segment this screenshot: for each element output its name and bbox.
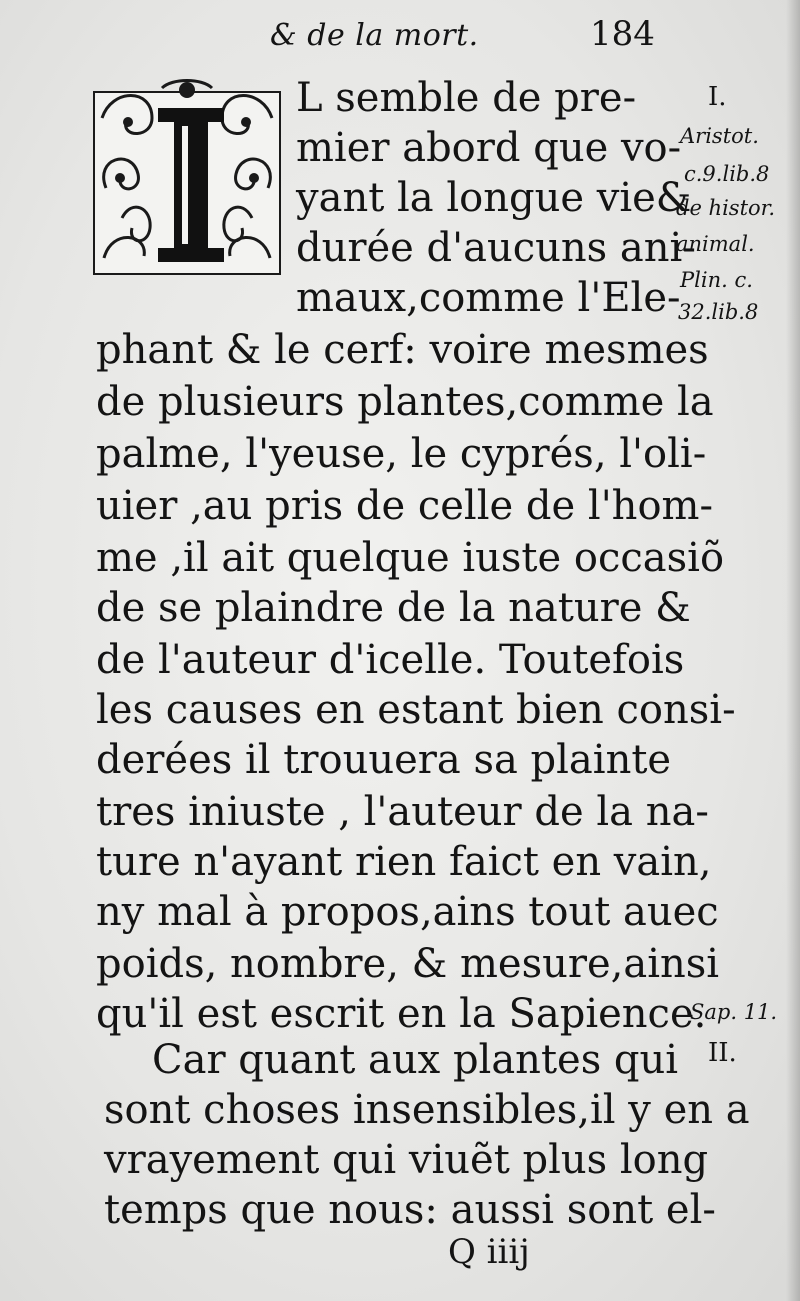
body-line-20: Car quant aux plantes qui bbox=[152, 1037, 679, 1083]
margin-note-1-line-6: 32.lib.8 bbox=[678, 300, 759, 324]
body-line-22: vrayement qui viuẽt plus long bbox=[104, 1137, 709, 1183]
page-edge-shadow bbox=[786, 0, 800, 1301]
body-line-5: maux,comme l'Ele- bbox=[296, 275, 681, 321]
body-line-14: derées il trouuera sa plainte bbox=[96, 737, 672, 783]
body-line-2: mier abord que vo- bbox=[296, 125, 682, 171]
running-title: & de la mort. bbox=[270, 18, 479, 53]
body-line-17: ny mal à propos,ains tout auec bbox=[96, 889, 719, 935]
body-line-23: temps que nous: aussi sont el- bbox=[104, 1187, 716, 1233]
margin-note-1-line-4: animal. bbox=[676, 232, 755, 256]
ornate-initial-icon bbox=[92, 78, 282, 278]
body-line-8: palme, l'yeuse, le cyprés, l'oli- bbox=[96, 431, 707, 477]
body-line-1: L semble de pre- bbox=[296, 75, 637, 121]
body-line-9: uier ,au pris de celle de l'hom- bbox=[96, 483, 713, 529]
body-line-18: poids, nombre, & mesure,ainsi bbox=[96, 941, 720, 987]
margin-note-1-line-2: c.9.lib.8 bbox=[684, 162, 770, 186]
body-line-16: ture n'ayant rien faict en vain, bbox=[96, 839, 712, 885]
margin-note-1-number: I. bbox=[708, 82, 727, 112]
page-number: 184 bbox=[590, 14, 655, 54]
margin-note-2-ref: Sap. 11. bbox=[690, 1000, 778, 1024]
body-line-10: me ,il ait quelque iuste occasiõ bbox=[96, 535, 725, 581]
body-line-12: de l'auteur d'icelle. Toutefois bbox=[96, 637, 685, 683]
body-line-6: phant & le cerf: voire mesmes bbox=[96, 327, 709, 373]
margin-note-1-line-3: de histor. bbox=[676, 196, 776, 220]
margin-note-2-number: II. bbox=[708, 1038, 737, 1068]
body-line-13: les causes en estant bien consi- bbox=[96, 687, 736, 733]
margin-note-1-line-5: Plin. c. bbox=[680, 268, 753, 292]
margin-note-1-line-1: Aristot. bbox=[680, 124, 759, 148]
signature-mark: Q iiij bbox=[448, 1232, 530, 1272]
body-line-15: tres iniuste , l'auteur de la na- bbox=[96, 789, 709, 835]
body-line-11: de se plaindre de la nature & bbox=[96, 585, 691, 631]
body-line-19: qu'il est escrit en la Sapience. bbox=[96, 991, 707, 1037]
body-line-21: sont choses insensibles,il y en a bbox=[104, 1087, 750, 1133]
body-line-4: durée d'aucuns ani- bbox=[296, 225, 696, 271]
body-line-3: yant la longue vie& bbox=[296, 175, 692, 221]
body-line-7: de plusieurs plantes,comme la bbox=[96, 379, 714, 425]
